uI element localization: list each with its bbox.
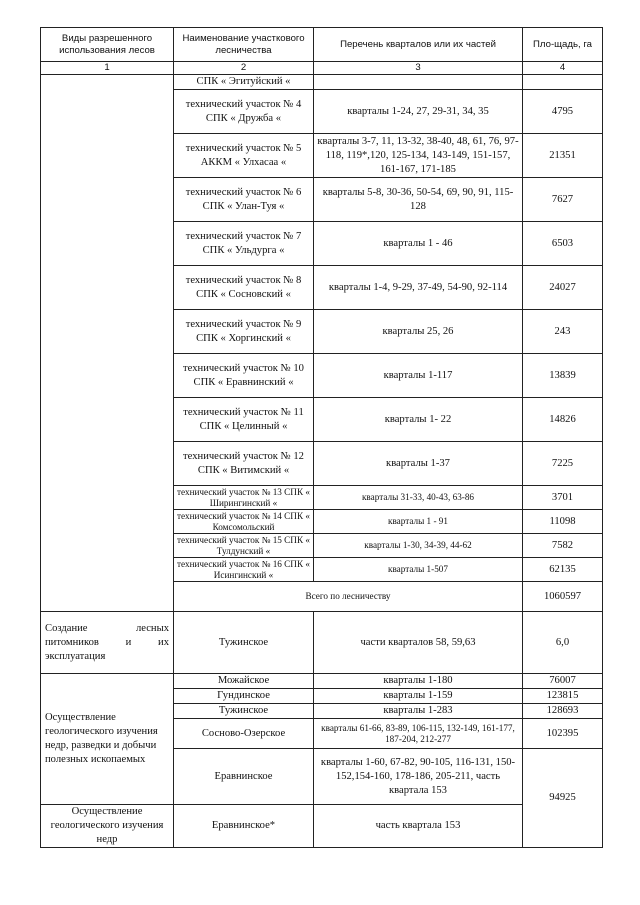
quarters: кварталы 61-66, 83-89, 106-115, 132-149, 161-177, 187-204, 212-277 xyxy=(314,719,523,749)
total-area: 1060597 xyxy=(523,582,603,612)
forestry-name: технический участок № 4 СПК « Дружба « xyxy=(174,90,314,134)
forestry-name: технический участок № 12 СПК « Витимский « xyxy=(174,442,314,486)
nursery-row xyxy=(41,612,603,674)
column-number: 3 xyxy=(314,62,523,75)
forestry-name: технический участок № 10 СПК « Еравнинский « xyxy=(174,354,314,398)
area: 21351 xyxy=(523,134,603,178)
use-type-geology-study: Осуществление геологического изучения недр xyxy=(41,805,174,848)
area: 123815 xyxy=(523,689,603,704)
area: 6503 xyxy=(523,222,603,266)
area: 6,0 xyxy=(523,612,603,674)
table-row xyxy=(41,674,603,689)
quarters: часть квартала 153 xyxy=(314,805,523,848)
forestry-name: технический участок № 8 СПК « Сосновский « xyxy=(174,266,314,310)
quarters: кварталы 5-8, 30-36, 50-54, 69, 90, 91, 115-128 xyxy=(314,178,523,222)
area: 102395 xyxy=(523,719,603,749)
total-label: Всего по лесничеству xyxy=(174,582,523,612)
area-cell-empty xyxy=(523,75,603,90)
quarters: части кварталов 58, 59,63 xyxy=(314,612,523,674)
forestry-name: Сосново-Озерское xyxy=(174,719,314,749)
quarters: кварталы 1-159 xyxy=(314,689,523,704)
use-type-geology: Осуществление геологического изучения недр, разведки и добычи полезных ископаемых xyxy=(41,674,174,805)
forestry-name: технический участок № 14 СПК « Комсомольский xyxy=(174,510,314,534)
forestry-name: технический участок № 6 СПК « Улан-Туя « xyxy=(174,178,314,222)
area: 62135 xyxy=(523,558,603,582)
quarters: кварталы 31-33, 40-43, 63-86 xyxy=(314,486,523,510)
quarters: кварталы 1 - 91 xyxy=(314,510,523,534)
forestry-name: Еравнинское xyxy=(174,749,314,805)
quarters: кварталы 1-30, 34-39, 44-62 xyxy=(314,534,523,558)
use-type-nursery: Создание лесных питомников и их эксплуатация xyxy=(41,612,174,674)
column-number-row xyxy=(41,62,603,75)
quarters: кварталы 1-37 xyxy=(314,442,523,486)
column-number: 1 xyxy=(41,62,174,75)
quarters: кварталы 1-117 xyxy=(314,354,523,398)
quarters: кварталы 25, 26 xyxy=(314,310,523,354)
forestry-name: Гундинское xyxy=(174,689,314,704)
quarters: кварталы 1-24, 27, 29-31, 34, 35 xyxy=(314,90,523,134)
forestry-name: технический участок № 13 СПК « Ширингинский « xyxy=(174,486,314,510)
forestry-name: технический участок № 11 СПК « Целинный « xyxy=(174,398,314,442)
forestry-name: технический участок № 9 СПК « Хоргинский « xyxy=(174,310,314,354)
column-number: 4 xyxy=(523,62,603,75)
column-number: 2 xyxy=(174,62,314,75)
area: 4795 xyxy=(523,90,603,134)
quarters: кварталы 1-283 xyxy=(314,704,523,719)
area: 24027 xyxy=(523,266,603,310)
quarters-cell-empty xyxy=(314,75,523,90)
table-header-row xyxy=(41,28,603,62)
header-use-type: Виды разрешенного использования лесов xyxy=(41,28,174,62)
area: 76007 xyxy=(523,674,603,689)
area: 243 xyxy=(523,310,603,354)
forestry-name: технический участок № 16 СПК « Исингинский « xyxy=(174,558,314,582)
forestry-name: Тужинское xyxy=(174,612,314,674)
forestry-name: технический участок № 5 АККМ « Улхасаа « xyxy=(174,134,314,178)
area: 7582 xyxy=(523,534,603,558)
header-forestry-name: Наименование участкового лесничества xyxy=(174,28,314,62)
header-area: Пло-щадь, га xyxy=(523,28,603,62)
area: 3701 xyxy=(523,486,603,510)
quarters: кварталы 1-60, 67-82, 90-105, 116-131, 150-152,154-160, 178-186, 205-211, часть квартала 153 xyxy=(314,749,523,805)
forestry-name: Тужинское xyxy=(174,704,314,719)
forestry-name: технический участок № 15 СПК « Тулдунский « xyxy=(174,534,314,558)
area: 128693 xyxy=(523,704,603,719)
area: 7627 xyxy=(523,178,603,222)
forestry-name: Еравнинское* xyxy=(174,805,314,848)
area: 7225 xyxy=(523,442,603,486)
quarters: кварталы 1-4, 9-29, 37-49, 54-90, 92-114 xyxy=(314,266,523,310)
quarters: кварталы 1 - 46 xyxy=(314,222,523,266)
header-quarters: Перечень кварталов или их частей xyxy=(314,28,523,62)
forestry-name: Можайское xyxy=(174,674,314,689)
forestry-name: технический участок № 7 СПК « Ульдурга « xyxy=(174,222,314,266)
table-row xyxy=(41,805,603,848)
area: 94925 xyxy=(523,749,603,848)
area: 14826 xyxy=(523,398,603,442)
quarters: кварталы 1- 22 xyxy=(314,398,523,442)
area: 11098 xyxy=(523,510,603,534)
table-row xyxy=(41,75,603,90)
forestry-name: СПК « Эгитуйский « xyxy=(174,75,314,90)
use-type-cell-empty xyxy=(41,75,174,612)
quarters: кварталы 1-180 xyxy=(314,674,523,689)
area: 13839 xyxy=(523,354,603,398)
quarters: кварталы 1-507 xyxy=(314,558,523,582)
quarters: кварталы 3-7, 11, 13-32, 38-40, 48, 61, 76, 97- 118, 119*,120, 125-134, 143-149, 151-157, 161-167, 171-185 xyxy=(314,134,523,178)
forest-use-table xyxy=(40,27,603,848)
